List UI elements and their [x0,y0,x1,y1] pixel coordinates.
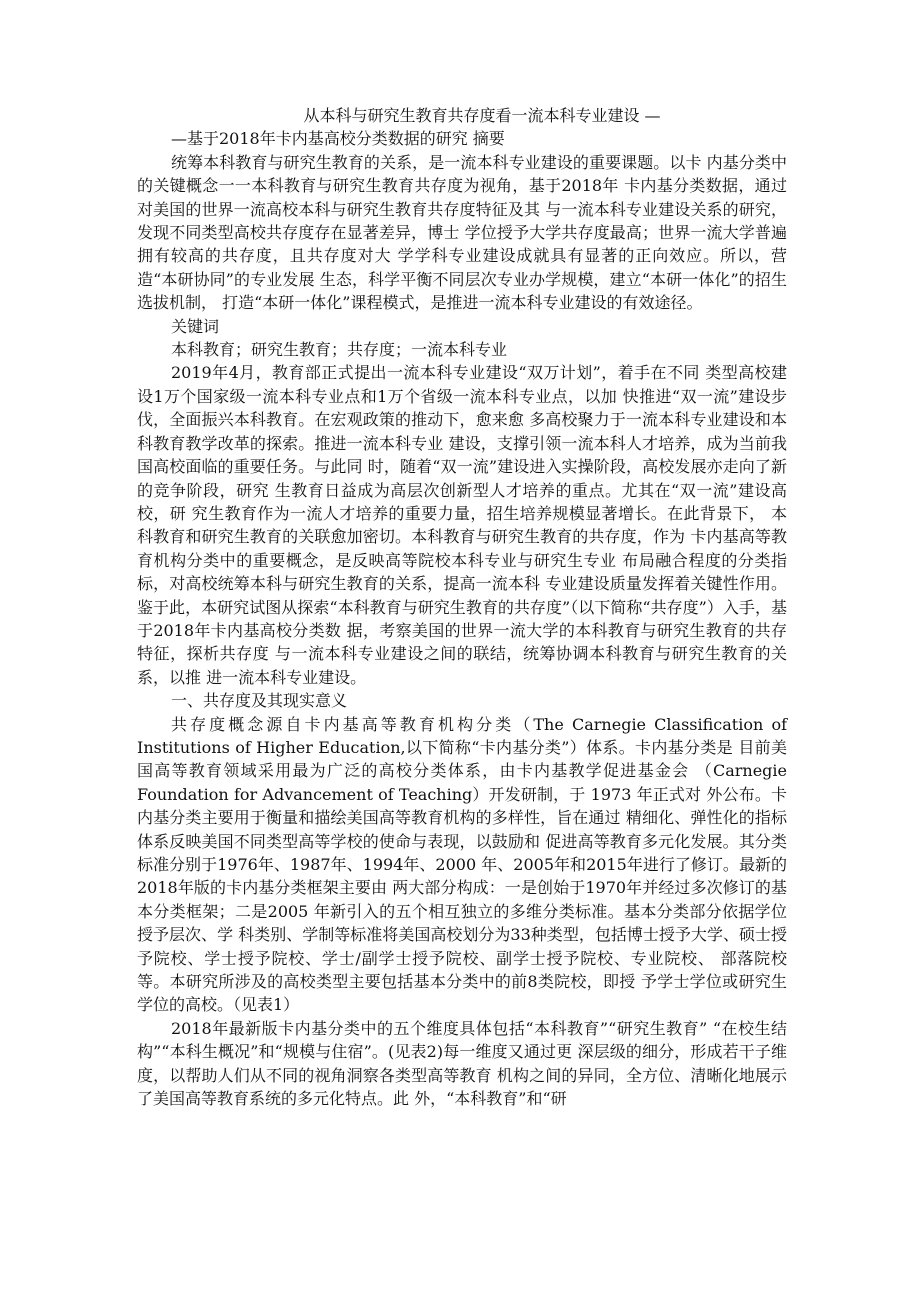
body-paragraph: 2018年最新版卡内基分类中的五个维度具体包括“本科教育”“研究生教育” “在校生结构”“本科生概况”和“规模与住宿”。(见表2)每一维度又通过更 深层级的细分，形成若干子维度，以帮助人们从不同的视角洞察各类型高等教育 机构之间的异同，全方位、清晰化地展示了美国高等教育系统的多元化特点。此 外，“本科教育”和“研 [137,1018,787,1109]
intro-paragraph: 2019年4月，教育部正式提出一流本科专业建设“双万计划”，着手在不同 类型高校建设1万个国家级一流本科专业点和1万个省级一流本科专业点，以加 快推进“双一流”建设步伐，全面振兴本科教育。在宏观政策的推动下，愈来愈 多高校聚力于一流本科专业建设和本科教育教学改革的探索。推进一流本科专业 建设，支撑引领一流本科人才培养，成为当前我国高校面临的重要任务。与此同 时，随着“双一流”建设进入实操阶段，高校发展亦走向了新的竞争阶段，研究 生教育日益成为高层次创新型人才培养的重点。尤其在“双一流”建设高校，研 究生教育作为一流人才培养的重要力量，招生培养规模显著增长。在此背景下， 本科教育和研究生教育的关联愈加密切。本科教育与研究生教育的共存度，作为 卡内基高等教育机构分类中的重要概念，是反映高等院校本科专业与研究生专业 布局融合程度的分类指标，对高校统筹本科与研究生教育的关系，提高一流本科 专业建设质量发挥着关键性作用。鉴于此，本研究试图从探索“本科教育与研究生教育的共存度”（以下简称“共存度”）入手，基于2018年卡内基高校分类数 据，考察美国的世界一流大学的本科教育与研究生教育的共存特征，探析共存度 与一流本科专业建设之间的联结，统筹协调本科教育与研究生教育的关系，以推 进一流本科专业建设。 [137,363,787,687]
document-title: 从本科与研究生教育共存度看一流本科专业建设 — [303,106,661,125]
body-paragraph: 共存度概念源自卡内基高等教育机构分类（The Carnegie Classification of Institutions of Higher Education,以下简称“卡内基分类”）体系。卡内基分类是 目前美国高等教育领域采用最为广泛的高校分类体系，由卡内基教学促进基金会 （Carnegie Foundation for Advancement of Teaching）开发研制，于 1973 年正式对 外公布。卡内基分类主要用于衡量和描绘美国高等教育机构的多样性，旨在通过 精细化、弹性化的指标体系反映美国不同类型高等学校的使命与表现，以鼓励和 促进高等教育多元化发展。其分类标准分别于1976年、1987年、1994年、2000 年、2005年和2015年进行了修订。最新的2018年版的卡内基分类框架主要由 两大部分构成：一是创始于1970年并经过多次修订的基本分类框架；二是2005 年新引入的五个相互独立的多维分类标准。基本分类部分依据学位授予层次、学 科类别、学制等标准将美国高校划分为33种类型，包括博士授予大学、硕士授 予院校、学士授予院校、学士/副学士授予院校、副学士授予院校、专业院校、 部落院校等。本研究所涉及的高校类型主要包括基本分类中的前8类院校，即授 予学士学位或研究生学位的高校。（见表1） [137,714,787,1015]
keywords-list: 本科教育；研究生教育；共存度；一流本科专业 [171,340,508,360]
section-heading: 一、共存度及其现实意义 [171,691,348,711]
document-subtitle: —基于2018年卡内基高校分类数据的研究 摘要 [171,129,505,149]
document-body [137,104,787,1110]
abstract-paragraph: 统筹本科教育与研究生教育的关系，是一流本科专业建设的重要课题。以卡 内基分类中的关键概念一一本科教育与研究生教育共存度为视角，基于2018年 卡内基分类数据，通过对美国的世界一流高校本科与研究生教育共存度特征及其 与一流本科专业建设关系的研究，发现不同类型高校共存度存在显著差异，博士 学位授予大学共存度最高；世界一流大学普遍拥有较高的共存度，且共存度对大 学学科专业建设成就具有显著的正向效应。所以，营造“本研协同”的专业发展 生态，科学平衡不同层次专业办学规模，建立“本研一体化”的招生选拔机制， 打造“本研一体化”课程模式，是推进一流本科专业建设的有效途径。 [137,152,787,313]
keywords-heading: 关键词 [171,316,220,336]
